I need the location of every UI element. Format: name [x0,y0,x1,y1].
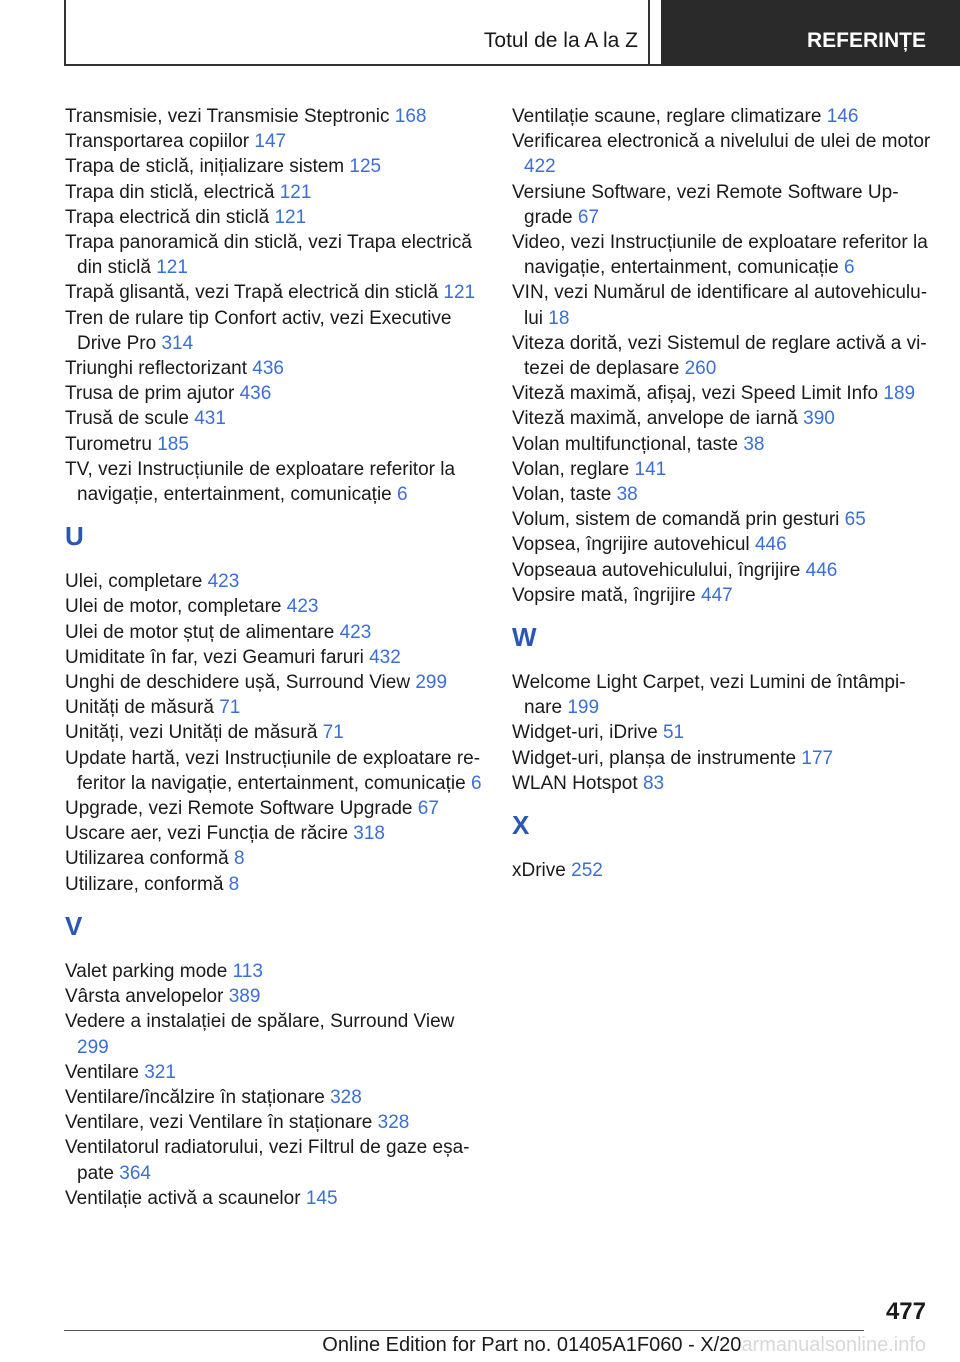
header-bottom-border [64,64,661,66]
page-reference-link[interactable]: 423 [286,596,319,618]
index-letter-heading: W [512,622,537,653]
index-entry [65,645,485,670]
index-entry-text: Valet parking mode [65,960,228,982]
index-entry [65,1186,485,1211]
index-entry-text: Video, vezi Instrucțiunile de exploatare referitor la navigație, entertainment, comunicație [512,232,928,279]
page-reference-link[interactable]: 423 [339,621,372,643]
index-entry [512,720,932,745]
index-entry [512,507,932,532]
page-reference-link[interactable]: 38 [743,433,765,455]
index-entry-text: Transmisie, vezi Transmisie Steptronic [65,106,390,127]
watermark: armanualsonline.info [741,1334,926,1356]
index-entry [65,406,485,431]
page-reference-link[interactable]: 38 [616,484,638,506]
index-entry-text: xDrive [512,860,566,882]
index-entry [65,205,485,230]
header-separator [648,0,650,66]
index-entry-text: Trapă glisantă, vezi Trapă electrică din sticlă [65,282,439,304]
page-reference-link[interactable]: 121 [156,257,188,279]
page-reference-link[interactable]: 431 [194,408,226,430]
index-entry [65,432,485,457]
index-entry [512,858,932,883]
index-entry-text: Versiune Software, vezi Remote Software Upgrade [512,181,899,228]
index-entry [512,381,932,406]
page-reference-link[interactable]: 168 [394,106,427,127]
index-entry-text: Trapa din sticlă, electrică [65,181,275,203]
index-entry [65,720,485,745]
index-entry [65,746,485,796]
index-entry [65,280,485,305]
page-reference-link[interactable]: 318 [353,823,385,845]
page-reference-link[interactable]: 390 [803,408,835,430]
index-entry [65,1135,485,1185]
index-entry-text: Unități de măsură [65,697,214,719]
chapter-tab: REFERINȚE [661,0,960,66]
index-entry-text: Verificarea electronică a nivelului de ulei de motor [512,131,931,153]
index-entry-text: Ulei de motor, completare [65,596,282,618]
page-reference-link[interactable]: 146 [826,106,859,127]
page-reference-link[interactable]: 147 [254,131,287,153]
index-entry [512,558,932,583]
index-entry-text: Ventilare/încălzire în staționare [65,1086,325,1108]
page-reference-link[interactable]: 83 [642,772,665,794]
page-reference-link[interactable]: 6 [397,484,408,506]
index-entry [65,381,485,406]
page-reference-link[interactable]: 299 [77,1036,109,1058]
page-reference-link[interactable]: 436 [239,383,272,405]
index-entry-text: Ventilatorul radiatorului, vezi Filtrul de gaze eșapate [65,1137,470,1184]
index-entry-text: Viteză maximă, anvelope de iarnă [512,408,798,430]
index-entry [65,154,485,179]
page-reference-link[interactable]: 314 [161,332,194,354]
page-reference-link[interactable]: 185 [157,433,189,455]
index-entry-text: Widget-uri, iDrive [512,722,658,744]
page-reference-link[interactable]: 141 [634,458,667,480]
index-entry-text: Trapa de sticlă, inițializare sistem [65,156,345,178]
index-entry [65,670,485,695]
index-entry-text: Unități, vezi Unități de măsură [65,722,318,744]
page-reference-link[interactable]: 422 [524,156,556,178]
page-reference-link[interactable]: 328 [377,1112,410,1134]
index-entry-text: Umiditate în far, vezi Geamuri faruri [65,646,364,668]
index-entry [65,695,485,720]
index-entry [65,104,485,129]
index-entry [512,457,932,482]
page-reference-link[interactable]: 8 [228,873,240,895]
index-entry [65,594,485,619]
index-entry-text: Trapa electrică din sticlă [65,206,270,228]
index-entry [65,569,485,594]
page-reference-link[interactable]: 436 [252,358,284,380]
footer-edition [0,1334,926,1357]
index-entry-text: Triunghi reflectorizant [65,358,247,380]
page-reference-link[interactable]: 6 [844,257,855,279]
page-reference-link[interactable]: 432 [369,646,401,668]
index-entry [65,796,485,821]
index-entry-text: Trapa panoramică din sticlă, vezi Trapa electrică din sticlă [65,232,472,279]
index-entry-text: Widget-uri, planșa de instrumente [512,747,797,769]
index-entry-text: Vedere a instalației de spălare, Surround View [65,1011,455,1033]
index-entry-text: Viteză maximă, afișaj, vezi Speed Limit Info [512,383,879,405]
index-entry-text: Vopseaua autovehiculului, îngrijire [512,559,801,581]
index-entry-text: Trusa de prim ajutor [65,383,235,405]
page-reference-link[interactable]: 67 [577,206,600,228]
index-letter-heading: U [65,521,84,552]
index-entry [65,959,485,984]
page-reference-link[interactable]: 71 [219,697,241,719]
index-entry [512,771,932,796]
index-entry-text: Vopsire mată, îngrijire [512,584,696,606]
page-reference-link[interactable]: 18 [548,307,570,329]
page-reference-link[interactable]: 121 [279,181,312,203]
page-number: 477 [885,1298,926,1325]
page-reference-link[interactable]: 364 [119,1162,151,1184]
section-title: Totul de la A la Z [483,29,638,52]
page-reference-link[interactable]: 113 [232,960,263,982]
index-entry [512,104,932,129]
page-reference-link[interactable]: 299 [415,672,448,694]
index-entry [65,872,485,897]
index-column-right [512,104,932,883]
index-entry-text: Ventilare [65,1061,139,1083]
page-reference-link[interactable]: 177 [801,747,834,769]
page-reference-link[interactable]: 125 [349,156,382,178]
footer-rule [64,1330,864,1331]
index-entry [512,180,932,230]
page-reference-link[interactable]: 6 [470,772,482,794]
page-reference-link[interactable]: 145 [305,1187,338,1209]
index-entry [65,356,485,381]
index-entry [65,129,485,154]
index-entry [512,746,932,771]
index-entry [512,129,932,179]
index-entry-text: TV, vezi Instrucțiunile de exploatare referitor la navigație, entertainment, comunicație [65,458,456,506]
page-reference-link[interactable]: 8 [233,848,245,870]
index-entry [65,230,485,280]
index-entry-text: Turometru [65,433,152,455]
index-entry [512,583,932,608]
index-entry [512,432,932,457]
page-reference-link[interactable]: 260 [684,358,717,380]
page-reference-link[interactable]: 199 [567,697,600,719]
index-entry [65,457,485,507]
index-entry [512,406,932,431]
index-letter-heading: X [512,810,530,841]
index-entry-text: Trusă de scule [65,408,189,430]
index-entry-text: Welcome Light Carpet, vezi Lumini de întâmpinare [512,672,906,719]
index-entry-text: Ventilație activă a scaunelor [65,1187,301,1209]
index-entry [65,180,485,205]
index-entry [65,1110,485,1135]
index-entry [65,1009,485,1059]
index-entry-text: Uscare aer, vezi Funcția de răcire [65,823,349,845]
index-entry [65,306,485,356]
page-reference-link[interactable]: 189 [883,383,916,405]
index-entry [512,230,932,280]
index-entry-text: Utilizarea conformă [65,848,229,870]
index-entry-text: Vopsea, îngrijire autovehicul [512,534,750,556]
page-reference-link[interactable]: 51 [662,722,685,744]
index-entry [65,620,485,645]
index-entry [512,331,932,381]
page-reference-link[interactable]: 121 [443,282,476,304]
index-entry [65,984,485,1009]
index-entry [512,532,932,557]
edition-text: Online Edition for Part no. 01405A1F060 - X/20 [322,1334,742,1356]
index-entry-text: Ulei de motor ștuț de alimentare [65,621,335,643]
index-entry-text: Volan, reglare [512,458,630,480]
index-column-left [65,104,485,1211]
index-entry-text: Ventilație scaune, reglare climatizare [512,106,822,127]
page-reference-link[interactable]: 389 [228,986,261,1008]
index-entry-text: Volum, sistem de comandă prin gesturi [512,509,840,531]
index-entry-text: Volan multifuncțional, taste [512,433,739,455]
index-entry [512,280,932,330]
index-entry-text: Upgrade, vezi Remote Software Upgrade [65,798,413,820]
index-entry [65,846,485,871]
page-reference-link[interactable]: 67 [417,798,439,820]
index-entry-text: Update hartă, vezi Instrucțiunile de exploatare referitor la navigație, entertainment, comunicație [65,747,481,794]
page-reference-link[interactable]: 65 [844,509,866,531]
page-reference-link[interactable]: 447 [701,584,733,606]
index-entry-text: Volan, taste [512,484,612,506]
index-entry-text: Unghi de deschidere ușă, Surround View [65,672,411,694]
index-entry [512,670,932,720]
page-reference-link[interactable]: 71 [322,722,344,744]
index-entry [65,821,485,846]
index-entry-text: Viteza dorită, vezi Sistemul de reglare activă a vitezei de deplasare [512,332,927,380]
index-entry-text: Utilizare, conformă [65,873,224,895]
index-entry [512,482,932,507]
index-entry-text: VIN, vezi Numărul de identificare al autovehiculului [512,282,928,329]
page-reference-link[interactable]: 252 [571,860,603,882]
index-entry-text: Ulei, completare [65,571,203,593]
page-reference-link[interactable]: 321 [144,1061,176,1083]
index-entry-text: Vârsta anvelopelor [65,986,224,1008]
index-entry-text: Tren de rulare tip Confort activ, vezi Executive Drive Pro [65,307,452,354]
index-entry [65,1060,485,1085]
page-reference-link[interactable]: 423 [207,571,240,593]
page-reference-link[interactable]: 446 [754,534,787,556]
page-reference-link[interactable]: 328 [330,1086,362,1108]
page-reference-link[interactable]: 121 [274,206,307,228]
page-reference-link[interactable]: 446 [805,559,838,581]
index-entry-text: Ventilare, vezi Ventilare în staționare [65,1112,373,1134]
index-entry-text: WLAN Hotspot [512,772,638,794]
index-entry-text: Transportarea copiilor [65,131,250,153]
index-entry [65,1085,485,1110]
index-letter-heading: V [65,910,83,941]
